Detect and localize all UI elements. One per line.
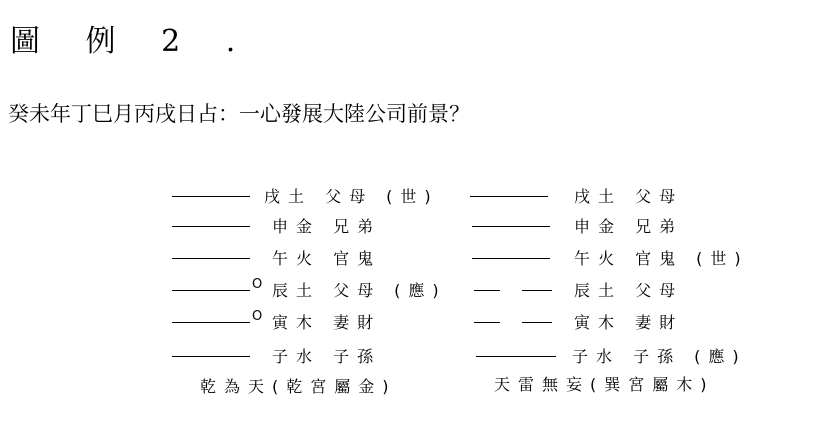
figure-title: 圖 例 2 . (10, 24, 254, 59)
yin-line-right (522, 322, 552, 323)
yang-line (172, 356, 250, 357)
moving-line-mark: O (252, 277, 263, 292)
line-label: 寅木 妻財 (272, 313, 382, 332)
line-label: 午火 官鬼 (世) (574, 249, 749, 268)
yang-line (472, 258, 550, 259)
yin-line-left (474, 322, 500, 323)
left-hexagram-name: 乾為天(乾宮屬金) (200, 377, 397, 396)
yang-line (172, 290, 250, 291)
line-label: 戌土 父母 (574, 187, 684, 206)
line-label: 子水 子孫 (272, 347, 382, 366)
yang-line (472, 226, 550, 227)
line-label: 申金 兄弟 (272, 217, 382, 236)
yang-line (172, 196, 250, 197)
yang-line (476, 356, 556, 357)
divination-question: 癸未年丁巳月丙戌日占：一心發展大陸公司前景？ (8, 102, 470, 126)
yang-line (172, 322, 250, 323)
line-label: 子水 子孫 (應) (572, 347, 747, 366)
moving-line-mark: O (252, 309, 263, 324)
line-label: 寅木 妻財 (574, 313, 684, 332)
yin-line-left (474, 290, 500, 291)
line-label: 辰土 父母 (574, 281, 684, 300)
line-label: 申金 兄弟 (574, 217, 684, 236)
yang-line (172, 258, 250, 259)
yang-line (470, 196, 548, 197)
line-label: 戌土 父母 (世) (264, 187, 439, 206)
line-label: 午火 官鬼 (272, 249, 382, 268)
right-hexagram-name: 天雷無妄(巽宮屬木) (494, 375, 715, 394)
line-label: 辰土 父母 (應) (272, 281, 447, 300)
yin-line-right (522, 290, 552, 291)
yang-line (172, 226, 250, 227)
